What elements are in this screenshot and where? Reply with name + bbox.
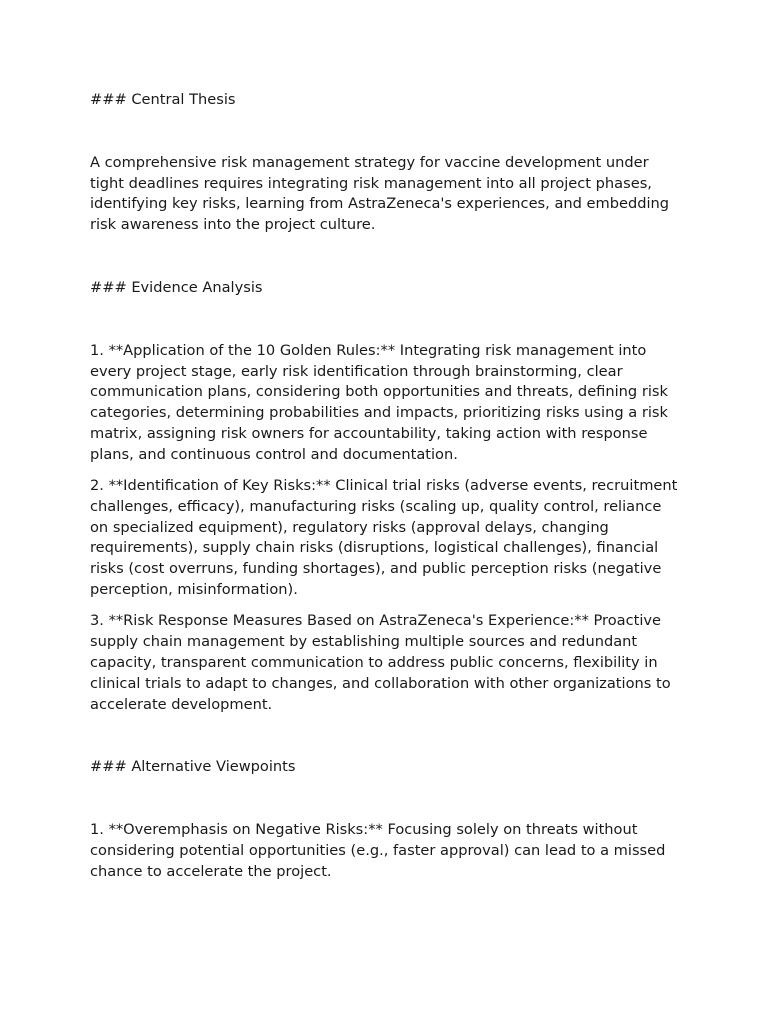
evidence-item-2: 2. **Identification of Key Risks:** Clinical trial risks (adverse events, recruitment challenges, efficacy), manufacturing risks (scaling up, quality control, reliance on specialized equipment), regulatory risks (approval delays, changing requirements), supply chain risks (disruptions, logistical challenges), financial risks (cost overruns, funding shortages), and public perception risks (negative perception, misinformation). xyxy=(90,477,678,599)
alternative-item-1: 1. **Overemphasis on Negative Risks:** Focusing solely on threats without considering potential opportunities (e.g., faster approval) can lead to a missed chance to accelerate the project. xyxy=(90,821,666,880)
alternative-viewpoints-heading: ### Alternative Viewpoints xyxy=(90,758,296,776)
evidence-item-3: 3. **Risk Response Measures Based on AstraZeneca's Experience:** Proactive supply chain management by establishing multiple sources and redundant capacity, transparent communication to address public concerns, flexibility in clinical trials to adapt to changes, and collaboration with other organizations to accelerate development. xyxy=(90,612,671,713)
document-page xyxy=(90,90,680,883)
central-thesis-heading: ### Central Thesis xyxy=(90,91,236,108)
central-thesis-paragraph: A comprehensive risk management strategy for vaccine development under tight deadlines requires integrating risk management into all project phases, identifying key risks, learning from AstraZeneca's experiences, and embedding risk awareness into the project culture. xyxy=(90,153,670,234)
evidence-item-1: 1. **Application of the 10 Golden Rules:** Integrating risk management into every project stage, early risk identification through brainstorming, clear communication plans, considering both opportunities and threats, defining risk categories, determining probabilities and impacts, prioritizing risks using a risk matrix, assigning risk owners for accountability, taking action with response plans, and continuous control and documentation. xyxy=(90,341,668,463)
evidence-analysis-heading: ### Evidence Analysis xyxy=(90,278,263,296)
